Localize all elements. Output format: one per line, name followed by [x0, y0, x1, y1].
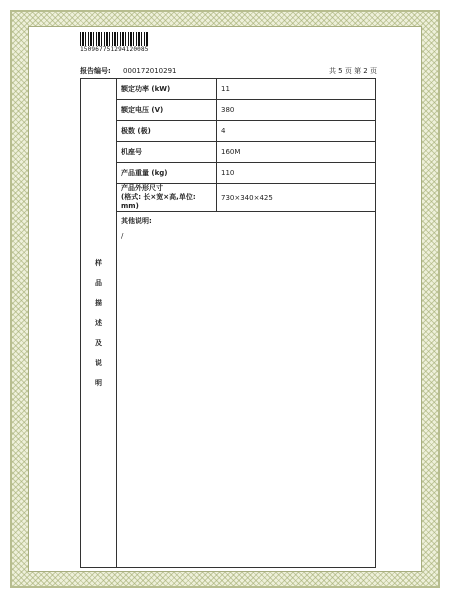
field-label: 额定功率 (kW): [117, 79, 217, 100]
side-label-char: 描: [95, 299, 102, 307]
field-value: 4: [217, 121, 376, 142]
table-row: [81, 142, 376, 163]
side-label-char: 明: [95, 379, 102, 387]
sample-description-table: [80, 78, 376, 568]
side-label: [81, 79, 117, 568]
report-number-label: 报告编号:: [80, 67, 111, 75]
table-row: [81, 163, 376, 184]
field-value: 160M: [217, 142, 376, 163]
field-value: 730×340×425: [217, 184, 376, 212]
table-row: [81, 79, 376, 100]
table-row: [81, 100, 376, 121]
notes-cell: [117, 212, 376, 568]
field-value: 11: [217, 79, 376, 100]
side-label-char: 及: [95, 339, 102, 347]
table-row: [81, 121, 376, 142]
report-header: [80, 66, 377, 76]
table-row: [81, 212, 376, 568]
notes-value: /: [121, 232, 124, 240]
page-indicator: 共 5 页 第 2 页: [328, 67, 377, 75]
report-number: 000172010291: [123, 67, 177, 75]
field-value: 110: [217, 163, 376, 184]
notes-title: 其他说明:: [121, 217, 152, 225]
side-label-char: 说: [95, 359, 102, 367]
field-label: 机座号: [117, 142, 217, 163]
field-label: 额定电压 (V): [117, 100, 217, 121]
field-value: 380: [217, 100, 376, 121]
field-label: 极数 (极): [117, 121, 217, 142]
side-label-char: 品: [95, 279, 102, 287]
barcode-number: 150967751294120085: [80, 46, 149, 53]
field-label: 产品重量 (kg): [117, 163, 217, 184]
side-label-char: 述: [95, 319, 102, 327]
side-label-char: 样: [95, 259, 102, 267]
field-label: 产品外形尺寸 (格式: 长×宽×高,单位: mm): [117, 184, 217, 212]
barcode-image: [80, 32, 148, 46]
table-row: [81, 184, 376, 212]
